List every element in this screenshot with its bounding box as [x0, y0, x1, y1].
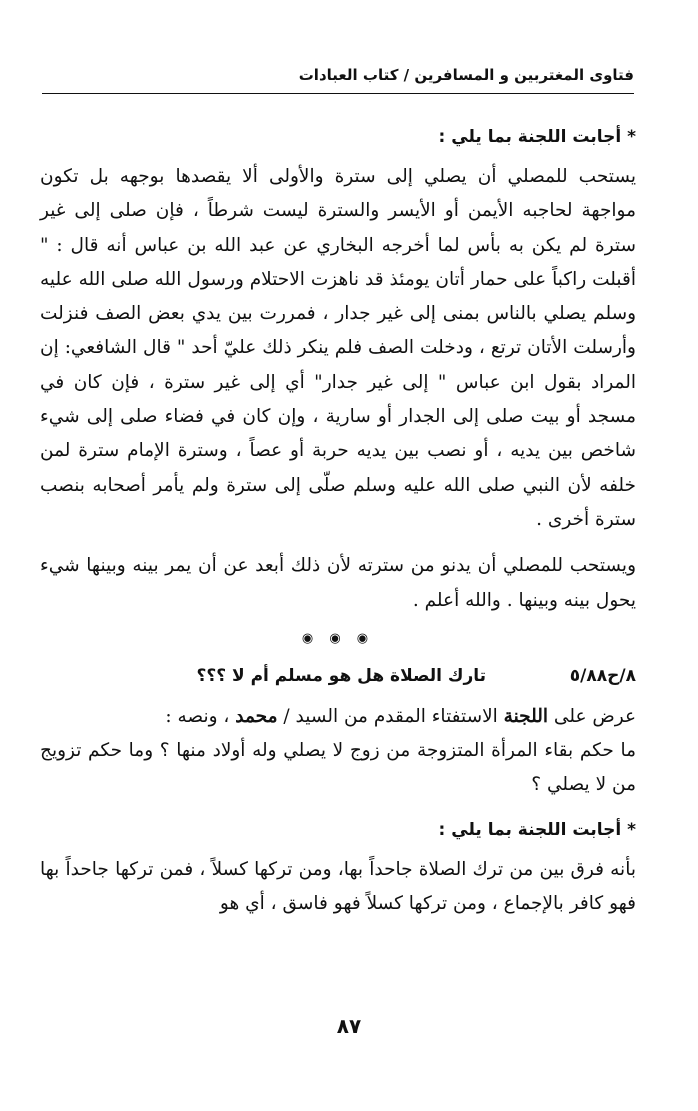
- page-number: ٨٧: [336, 1014, 362, 1038]
- intro-suffix: ، ونصه :: [165, 705, 236, 727]
- header-rule: [42, 93, 634, 94]
- answer-heading: * أجابت اللجنة بما يلي :: [438, 819, 636, 840]
- committee-name: اللجنة: [503, 705, 549, 727]
- fatwa-number: ٨/ح٥/٨٨: [569, 665, 636, 686]
- answer-paragraph: بأنه فرق بين من ترك الصلاة جاحداً بها، ومن تركها كسلاً ، فمن تركها جاحداً بها فهو كافر بالإجماع ، ومن تركها كسلاً فهو فاسق ، أي هو: [40, 858, 636, 915]
- fatwa-title: تارك الصلاة هل هو مسلم أم لا ؟؟؟: [196, 665, 486, 686]
- intro-prefix: عرض على: [548, 705, 636, 727]
- answer-heading: * أجابت اللجنة بما يلي :: [438, 127, 636, 147]
- running-header: فتاوى المغتربين و المسافرين / كتاب العبادات: [298, 66, 634, 84]
- answer-paragraph: يستحب للمصلي أن يصلي إلى سترة والأولى ألا يقصدها بوجهه بل تكون مواجهة لحاجبه الأيمن أو الأيسر والسترة ليست شرطاً ، فإن صلى إلى غير سترة لم يكن به بأس لما أخرجه البخاري عن عبد الله بن عباس أنه قال : " أقبلت راكباً على حمار أتان يومئذ قد ناهزت الاحتلام ورسول الله صلى الله عليه وسلم يصلي بالناس بمنى إلى غير جدار ، فمررت بين يدي بعض الصف فنزلت وأرسلت الأتان ترتع ، ودخلت الصف فلم ينكر ذلك عليّ أحد " قال الشافعي: إن المراد بقول ابن عباس " إلى غير جدار" أي إلى غير سترة ، فإن كان في مسجد أو بيت صلى إلى الجدار أو سارية ، وإن كان في فضاء صلى إلى شيء شاخص بين يديه ، أو نصب بين يديه حربة أو عصاً ، وسترة الإمام سترة لمن خلفه لأن النبي صلى الله عليه وسلم صلّى إلى سترة ولم يأمر أصحابه بنصب سترة أخرى .: [40, 166, 636, 530]
- question-intro: [40, 700, 636, 734]
- intro-middle: الاستفتاء المقدم من السيد /: [277, 705, 504, 727]
- section-separator: ◉ ◉ ◉: [301, 630, 375, 646]
- question-text: ما حكم بقاء المرأة المتزوجة من زوج لا يصلي وله أولاد منها ؟ وما حكم تزويج من لا يصلي ؟: [40, 740, 636, 796]
- answer-paragraph: ويستحب للمصلي أن يدنو من سترته لأن ذلك أبعد عن أن يمر بينه وبينها شيء يحول بينه وبينها . والله أعلم .: [40, 555, 636, 611]
- fatwa-heading: [40, 658, 636, 694]
- page-body: [40, 120, 636, 921]
- questioner-name: محمد: [235, 705, 278, 727]
